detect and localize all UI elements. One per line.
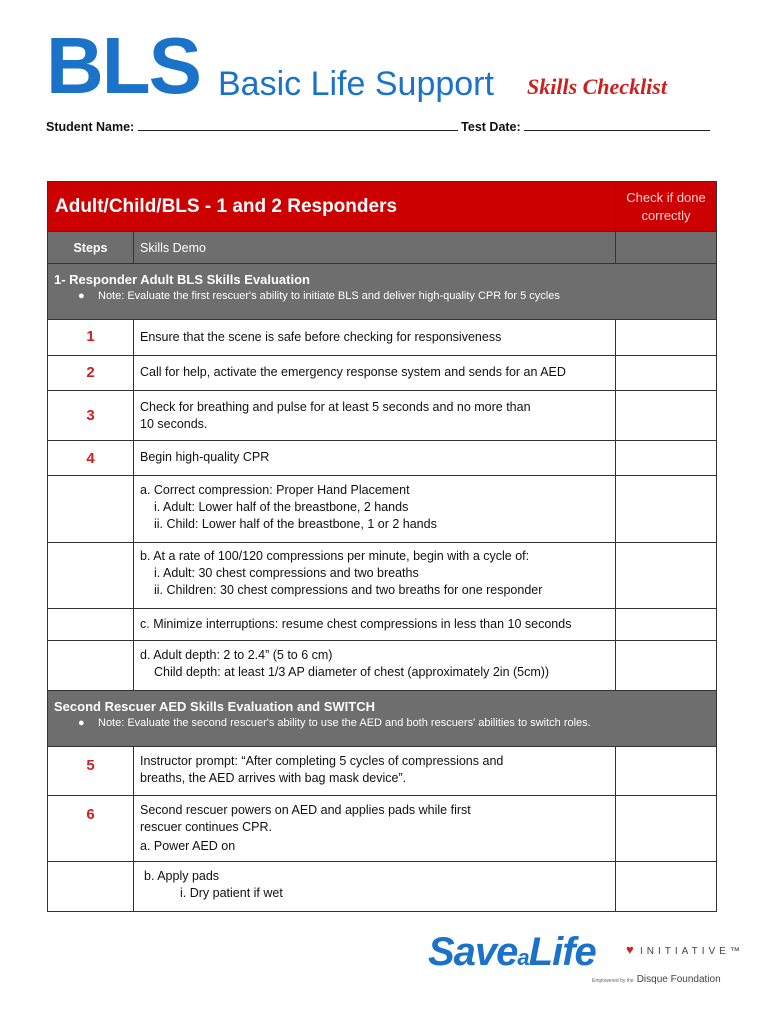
table-row — [48, 320, 717, 356]
step-text: d. Adult depth: 2 to 2.4” (5 to 6 cm) Child depth: at least 1/3 AP diameter of chest (approximately 2in (5cm)) — [134, 641, 616, 691]
initiative-label: INITIATIVE™ — [640, 946, 744, 957]
table-row — [48, 862, 717, 912]
step-text: Second rescuer powers on AED and applies pads while first rescuer continues CPR. a. Power AED on — [134, 796, 616, 862]
section-title: 1- Responder Adult BLS Skills Evaluation — [54, 272, 310, 287]
check-header: Check if done correctly — [616, 182, 717, 232]
check-cell[interactable] — [616, 747, 717, 796]
table-row — [48, 609, 717, 641]
steps-header: Steps — [48, 232, 134, 264]
step-text: Instructor prompt: “After completing 5 cycles of compressions and breaths, the AED arrives with bag mask device”. — [134, 747, 616, 796]
student-name-label: Student Name: — [46, 120, 135, 134]
section-note: ● Note: Evaluate the second rescuer's ability to use the AED and both rescuers' abilities to switch roles. — [78, 717, 591, 729]
check-cell[interactable] — [616, 476, 717, 543]
step-text: Ensure that the scene is safe before checking for responsiveness — [134, 320, 616, 356]
column-header-row — [48, 232, 717, 264]
section-header — [48, 691, 717, 747]
table-row — [48, 641, 717, 691]
table-row — [48, 543, 717, 609]
table-row — [48, 441, 717, 476]
table-row — [48, 391, 717, 441]
step-text: c. Minimize interruptions: resume chest compressions in less than 10 seconds — [134, 609, 616, 641]
table-row — [48, 747, 717, 796]
step-text: b. Apply pads i. Dry patient if wet — [134, 862, 616, 912]
page-subtitle: Basic Life Support — [218, 65, 494, 103]
student-name-field[interactable] — [138, 118, 458, 131]
check-cell[interactable] — [616, 441, 717, 476]
step-text: Begin high-quality CPR — [134, 441, 616, 476]
table-row — [48, 356, 717, 391]
step-text: b. At a rate of 100/120 compressions per minute, begin with a cycle of: i. Adult: 30 chest compressions and two breaths ii. Children: 30 chest compressions and two breaths for one responder — [134, 543, 616, 609]
check-cell[interactable] — [616, 356, 717, 391]
disque-foundation-label: Empowered by the Disque Foundation — [592, 974, 721, 985]
check-cell[interactable] — [616, 796, 717, 862]
step-text: a. Correct compression: Proper Hand Placement i. Adult: Lower half of the breastbone, 2 hands ii. Child: Lower half of the breastbone, 1 or 2 hands — [134, 476, 616, 543]
skills-checklist-table — [47, 181, 717, 912]
test-date-label: Test Date: — [461, 120, 521, 134]
check-cell[interactable] — [616, 609, 717, 641]
save-a-life-wordmark: SaveaLife — [428, 930, 596, 974]
step-number: 6 — [48, 796, 134, 862]
step-number: 3 — [48, 391, 134, 441]
check-cell[interactable] — [616, 543, 717, 609]
check-cell[interactable] — [616, 320, 717, 356]
section-title: Second Rescuer AED Skills Evaluation and SWITCH — [54, 699, 375, 714]
save-a-life-logo — [428, 928, 748, 992]
bls-logo: BLS — [46, 21, 200, 110]
student-info-line — [46, 118, 710, 134]
step-number: 2 — [48, 356, 134, 391]
check-column-header — [616, 232, 717, 264]
check-cell[interactable] — [616, 862, 717, 912]
step-text: Check for breathing and pulse for at least 5 seconds and no more than 10 seconds. — [134, 391, 616, 441]
table-row — [48, 476, 717, 543]
skills-checklist-tag: Skills Checklist — [527, 74, 667, 99]
step-text: Call for help, activate the emergency response system and sends for an AED — [134, 356, 616, 391]
check-cell[interactable] — [616, 641, 717, 691]
skills-header: Skills Demo — [134, 232, 616, 264]
check-cell[interactable] — [616, 391, 717, 441]
section-note: ● Note: Evaluate the first rescuer's ability to initiate BLS and deliver high-quality CPR for 5 cycles — [78, 290, 560, 302]
header — [46, 21, 746, 110]
heart-icon: ♥ — [626, 942, 634, 957]
step-number: 1 — [48, 320, 134, 356]
table-row — [48, 796, 717, 862]
test-date-field[interactable] — [524, 118, 710, 131]
step-number: 4 — [48, 441, 134, 476]
table-title: Adult/Child/BLS - 1 and 2 Responders — [48, 182, 616, 232]
step-number: 5 — [48, 747, 134, 796]
section-header — [48, 264, 717, 320]
table-title-row — [48, 182, 717, 232]
